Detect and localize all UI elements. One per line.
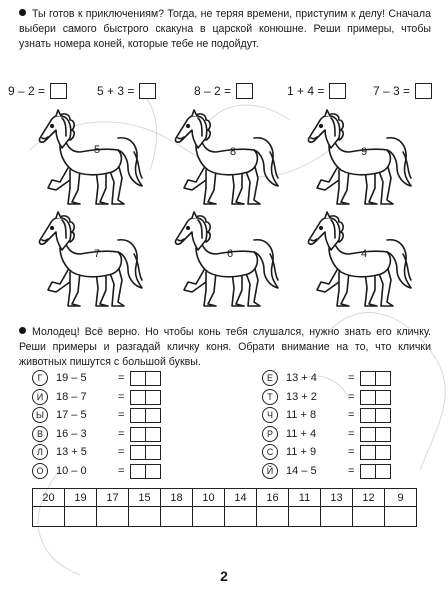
answer-table bbox=[32, 488, 417, 527]
answer-number-cell: 19 bbox=[65, 489, 97, 507]
letter-answer-cell[interactable] bbox=[129, 507, 161, 527]
task2-paragraph bbox=[19, 325, 431, 370]
answer-number-cell: 18 bbox=[161, 489, 193, 507]
equation bbox=[97, 82, 156, 100]
equation-row bbox=[8, 82, 440, 100]
answer-number-cell: 9 bbox=[385, 489, 417, 507]
exercise-expression: 13 + 4 bbox=[286, 372, 317, 384]
letter-circle: Г bbox=[32, 370, 48, 386]
exercise bbox=[32, 407, 161, 423]
letter-answer-cell[interactable] bbox=[33, 507, 65, 527]
equals-sign: = bbox=[348, 409, 355, 421]
letter-circle: И bbox=[32, 389, 48, 405]
answer-number-cell: 13 bbox=[321, 489, 353, 507]
two-digit-answer-box[interactable] bbox=[360, 371, 391, 386]
answer-box[interactable] bbox=[329, 83, 346, 99]
letter-answer-cell[interactable] bbox=[289, 507, 321, 527]
exercise-expression: 17 – 5 bbox=[56, 409, 87, 421]
two-digit-answer-box[interactable] bbox=[360, 390, 391, 405]
equals-sign: = bbox=[118, 446, 125, 458]
exercise-expression: 11 + 4 bbox=[286, 428, 317, 440]
intro-paragraph bbox=[19, 7, 431, 52]
letter-circle: Й bbox=[262, 463, 278, 479]
equals-sign: = bbox=[348, 446, 355, 458]
exercise bbox=[32, 370, 161, 386]
equation bbox=[287, 82, 346, 100]
horse-card[interactable] bbox=[172, 108, 284, 210]
answer-number-cell: 11 bbox=[289, 489, 321, 507]
horse-card[interactable] bbox=[36, 108, 148, 210]
horse-icon bbox=[36, 210, 148, 312]
two-digit-answer-box[interactable] bbox=[360, 445, 391, 460]
equals-sign: = bbox=[118, 409, 125, 421]
horse-icon bbox=[36, 108, 148, 210]
letter-answer-cell[interactable] bbox=[385, 507, 417, 527]
equals-sign: = bbox=[348, 391, 355, 403]
exercise bbox=[262, 370, 391, 386]
task2-text: Молодец! Всё верно. Но чтобы конь тебя слушался, нужно знать его кличку. Реши примеры и разгадай кличку коня. Обрати внимание на то, что клички животных пишутся с большой буквы. bbox=[19, 326, 431, 368]
exercise-expression: 18 – 7 bbox=[56, 391, 87, 403]
letter-answer-cell[interactable] bbox=[161, 507, 193, 527]
equation-expression: 7 – 3 = bbox=[373, 84, 411, 98]
exercise bbox=[262, 407, 391, 423]
letter-answer-cell[interactable] bbox=[65, 507, 97, 527]
answer-number-cell: 20 bbox=[33, 489, 65, 507]
answer-box[interactable] bbox=[139, 83, 156, 99]
answer-box[interactable] bbox=[236, 83, 253, 99]
two-digit-answer-box[interactable] bbox=[130, 390, 161, 405]
horse-icon bbox=[172, 108, 284, 210]
letter-circle: Е bbox=[262, 370, 278, 386]
exercise bbox=[32, 463, 161, 479]
two-digit-answer-box[interactable] bbox=[360, 427, 391, 442]
horse-number: 8 bbox=[230, 146, 237, 158]
equation-expression: 1 + 4 = bbox=[287, 84, 325, 98]
letter-circle: Ы bbox=[32, 407, 48, 423]
answer-number-cell: 14 bbox=[225, 489, 257, 507]
exercise-expression: 16 – 3 bbox=[56, 428, 87, 440]
answer-table-numbers-row bbox=[33, 489, 417, 507]
equals-sign: = bbox=[348, 465, 355, 477]
letter-answer-cell[interactable] bbox=[353, 507, 385, 527]
answer-number-cell: 16 bbox=[257, 489, 289, 507]
letter-circle: Л bbox=[32, 444, 48, 460]
equation-expression: 5 + 3 = bbox=[97, 84, 135, 98]
equals-sign: = bbox=[348, 428, 355, 440]
exercise-expression: 14 – 5 bbox=[286, 465, 317, 477]
horse-number: 5 bbox=[94, 144, 101, 156]
equation-expression: 9 – 2 = bbox=[8, 84, 46, 98]
letter-answer-cell[interactable] bbox=[97, 507, 129, 527]
equation bbox=[373, 82, 432, 100]
exercise-expression: 11 + 9 bbox=[286, 446, 317, 458]
letter-circle: Р bbox=[262, 426, 278, 442]
answer-number-cell: 12 bbox=[353, 489, 385, 507]
two-digit-answer-box[interactable] bbox=[130, 408, 161, 423]
horse-number: 7 bbox=[94, 248, 101, 260]
answer-box[interactable] bbox=[415, 83, 432, 99]
letter-circle: Т bbox=[262, 389, 278, 405]
bullet-icon bbox=[19, 9, 26, 16]
exercise-expression: 11 + 8 bbox=[286, 409, 317, 421]
equals-sign: = bbox=[118, 428, 125, 440]
letter-circle: В bbox=[32, 426, 48, 442]
horse-card[interactable] bbox=[305, 210, 417, 312]
exercise bbox=[262, 389, 391, 405]
intro-text: Ты готов к приключениям? Тогда, не теряя времени, приступим к делу! Сначала выбери самого быстрого скакуна в царской конюшне. Реши примеры, чтобы узнать номера коней, которые тебе не подойдут. bbox=[19, 8, 431, 50]
exercise bbox=[262, 426, 391, 442]
page-number: 2 bbox=[220, 568, 228, 584]
horse-icon bbox=[305, 210, 417, 312]
two-digit-answer-box[interactable] bbox=[360, 464, 391, 479]
horse-number: 4 bbox=[361, 248, 368, 260]
answer-table-letters-row bbox=[33, 507, 417, 527]
equals-sign: = bbox=[118, 372, 125, 384]
letter-answer-cell[interactable] bbox=[225, 507, 257, 527]
two-digit-answer-box[interactable] bbox=[360, 408, 391, 423]
horse-card[interactable] bbox=[305, 108, 417, 210]
exercise bbox=[32, 426, 161, 442]
answer-box[interactable] bbox=[50, 83, 67, 99]
exercise-expression: 13 + 5 bbox=[56, 446, 87, 458]
equals-sign: = bbox=[118, 465, 125, 477]
two-digit-answer-box[interactable] bbox=[130, 427, 161, 442]
exercise bbox=[262, 444, 391, 460]
answer-number-cell: 17 bbox=[97, 489, 129, 507]
exercise bbox=[262, 463, 391, 479]
letter-circle: О bbox=[32, 463, 48, 479]
exercise-expression: 19 – 5 bbox=[56, 372, 87, 384]
horse-card[interactable] bbox=[172, 210, 284, 312]
equals-sign: = bbox=[348, 372, 355, 384]
letter-answer-cell[interactable] bbox=[193, 507, 225, 527]
letter-answer-cell[interactable] bbox=[321, 507, 353, 527]
equation bbox=[194, 82, 253, 100]
exercise-expression: 10 – 0 bbox=[56, 465, 87, 477]
horse-number: 9 bbox=[361, 146, 368, 158]
letter-circle: С bbox=[262, 444, 278, 460]
bullet-icon bbox=[19, 327, 26, 334]
letter-circle: Ч bbox=[262, 407, 278, 423]
horse-number: 6 bbox=[227, 248, 234, 260]
equals-sign: = bbox=[118, 391, 125, 403]
horse-card[interactable] bbox=[36, 210, 148, 312]
two-digit-answer-box[interactable] bbox=[130, 371, 161, 386]
equation bbox=[8, 82, 67, 100]
horse-icon bbox=[305, 108, 417, 210]
answer-number-cell: 10 bbox=[193, 489, 225, 507]
answer-number-cell: 15 bbox=[129, 489, 161, 507]
letter-answer-cell[interactable] bbox=[257, 507, 289, 527]
exercise bbox=[32, 444, 161, 460]
equation-expression: 8 – 2 = bbox=[194, 84, 232, 98]
exercise bbox=[32, 389, 161, 405]
two-digit-answer-box[interactable] bbox=[130, 464, 161, 479]
exercise-expression: 13 + 2 bbox=[286, 391, 317, 403]
two-digit-answer-box[interactable] bbox=[130, 445, 161, 460]
horse-icon bbox=[172, 210, 284, 312]
